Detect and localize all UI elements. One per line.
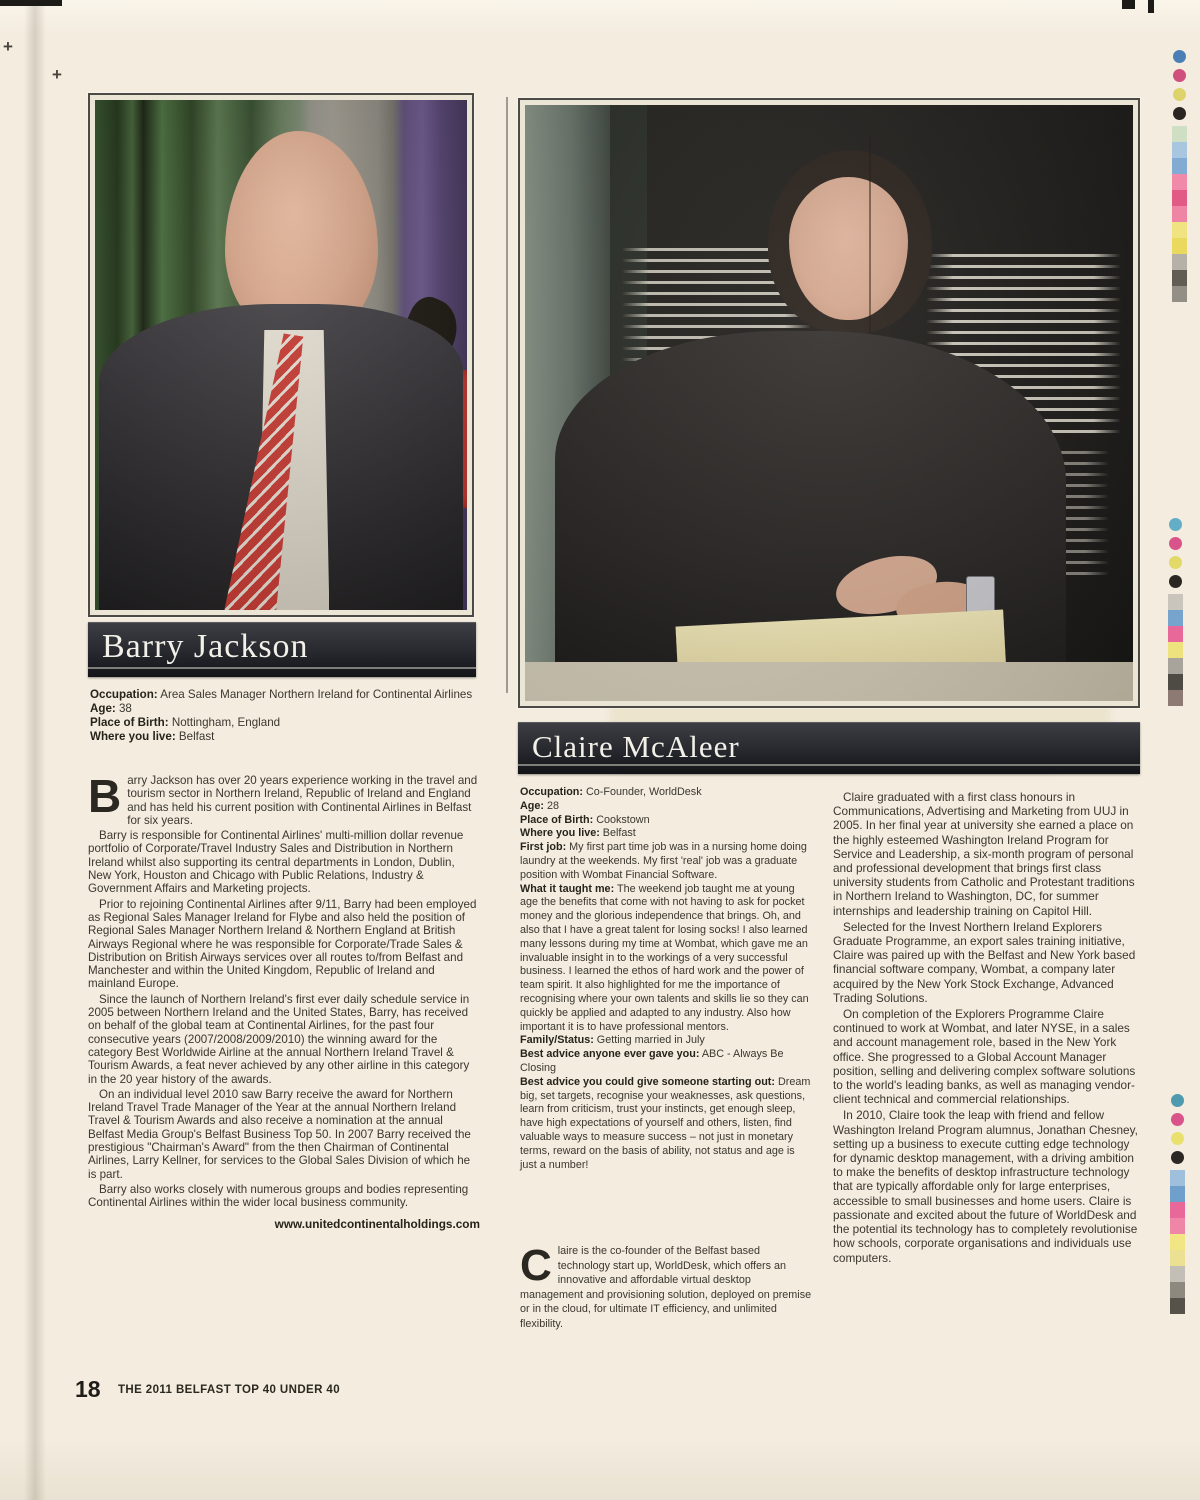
color-calibration-strip bbox=[1167, 512, 1183, 706]
qa-item: First job: My first part time job was in a nursing home doing laundry at the weekends. My first 'real' job was a graduate position with Wombat Financial Software. bbox=[520, 841, 807, 881]
qa-item: Place of Birth: Cookstown bbox=[520, 813, 650, 826]
barry-photo bbox=[88, 93, 474, 617]
calibration-swatch bbox=[1168, 626, 1183, 642]
calibration-swatch bbox=[1170, 1250, 1185, 1266]
fact-birthplace: Place of Birth: Nottingham, England bbox=[90, 715, 281, 729]
calibration-swatch bbox=[1172, 190, 1187, 206]
calibration-swatch bbox=[1172, 254, 1187, 270]
bio-paragraph: Barry Jackson has over 20 years experience working in the travel and tourism sector in Northern Ireland, Republic of Ireland and England and has held his current position with Continental Airlines in Belfast for six years. bbox=[88, 770, 478, 827]
color-calibration-strip bbox=[1171, 44, 1187, 302]
calibration-swatch bbox=[1169, 518, 1182, 531]
barry-biography bbox=[88, 772, 480, 1231]
qa-item: Age: 28 bbox=[520, 799, 560, 812]
calibration-swatch bbox=[1172, 238, 1187, 254]
calibration-swatch bbox=[1168, 658, 1183, 674]
page-number: 18 bbox=[75, 1376, 101, 1402]
qa-item: Occupation: Co-Founder, WorldDesk bbox=[520, 786, 702, 798]
crop-mark bbox=[0, 0, 62, 6]
claire-name: Claire McAleer bbox=[532, 729, 740, 764]
claire-photo bbox=[518, 98, 1140, 708]
website-link: www.unitedcontinentalholdings.com bbox=[274, 1216, 480, 1231]
drop-cap: B bbox=[88, 770, 122, 822]
crop-mark bbox=[1122, 0, 1135, 9]
claire-name-banner bbox=[518, 722, 1140, 774]
bio-paragraph: Barry also works closely with numerous groups and bodies representing Continental Airlines within the wider local business community. bbox=[88, 1182, 469, 1210]
claire-intro-paragraph bbox=[520, 1241, 814, 1332]
calibration-swatch bbox=[1170, 1170, 1185, 1186]
calibration-swatch bbox=[1171, 1113, 1184, 1126]
calibration-swatch bbox=[1171, 1132, 1184, 1145]
photo-haze bbox=[525, 105, 1133, 701]
claire-photo-image bbox=[525, 105, 1133, 701]
qa-item: Family/Status: Getting married in July bbox=[520, 1034, 705, 1047]
qa-item: Best advice anyone ever gave you: ABC - Always Be Closing bbox=[520, 1048, 784, 1074]
calibration-swatch bbox=[1168, 690, 1183, 706]
calibration-swatch bbox=[1173, 69, 1186, 82]
qa-item: What it taught me: The weekend job taught me at young age the benefits that come with not having to ask for pocket money and the glorious independence that brings. Oh, and also that I have a great talent for losing socks! I also learned many lessons during my time at Wombat, which gave me an invaluable insight in to the workings of a very successful business. I learned the ethos of hard work and the power of team spirit. It also highlighted for me the importance of recognising where your own talents and skills lie so they can quickly be applied and adapted to any industry. Also how important it is to have professional mentors. bbox=[520, 882, 809, 1033]
calibration-swatch bbox=[1170, 1202, 1185, 1218]
bio-paragraph: Selected for the Invest Northern Ireland Explorers Graduate Programme, an export sales training initiative, Claire was paired up with the Belfast and New York based financial software company, Wombat, a company later acquired by the New York Stock Exchange, Advanced Trading Solutions. bbox=[833, 919, 1136, 1005]
calibration-swatch bbox=[1172, 222, 1187, 238]
bio-paragraph: Claire graduated with a first class honours in Communications, Advertising and Marketing from UUJ in 2005. In her final year at university she earned a place on the highly esteemed Washington Ireland Program for Service and Leadership, a six-month program of personal and professional development that brings first class university students from Catholic and Protestant traditions in Northern Ireland to Washington, DC, for summer internships and leadership training on Capitol Hill. bbox=[833, 790, 1135, 918]
calibration-swatch bbox=[1172, 206, 1187, 222]
drop-cap: C bbox=[520, 1241, 552, 1290]
fact-occupation: Occupation: Area Sales Manager Northern Ireland for Continental Airlines bbox=[90, 688, 473, 701]
calibration-swatch bbox=[1170, 1186, 1185, 1202]
calibration-swatch bbox=[1170, 1298, 1185, 1314]
calibration-swatch bbox=[1168, 610, 1183, 626]
scan-shadow-band bbox=[24, 0, 46, 1500]
claire-qa-column bbox=[520, 786, 812, 1172]
barry-photo-image bbox=[95, 100, 467, 610]
paper-texture-bottom bbox=[0, 1440, 1200, 1500]
calibration-swatch bbox=[1172, 174, 1187, 190]
bio-paragraph: On an individual level 2010 saw Barry receive the award for Northern Ireland Travel Trade Manager of the Year at the annual Northern Ireland Travel & Tourism Awards and also receive a nomination at the annual Belfast Media Group's Belfast Business Top 50. In 2007 Barry received the prestigious "Chairman's Award" from the then Chairman of Continental Airlines, Larry Kellner, for services to the Global Sales Division of which he is part. bbox=[88, 1087, 471, 1181]
qa-item: Best advice you could give someone starting out: Dream big, set targets, recognise your weaknesses, ask questions, learn from criticism, trust your instincts, get enough sleep, have high expectations of yourself and others, listen, find valuable ways to measure success – not just in monetary terms, reward on the basis of ability, not status and age is just a number! bbox=[520, 1075, 811, 1171]
crop-mark bbox=[1148, 0, 1154, 13]
paper-texture-top bbox=[0, 0, 1200, 34]
bio-paragraph: On completion of the Explorers Programme Claire continued to work at Wombat, and later NYSE, in a sales and account management role, based in the New York office. She progressed to a Global Account Manager position, selling and delivering complex software solutions to the world's leading banks, as well as managing vendor-client technical and commercial relationships. bbox=[833, 1007, 1136, 1107]
calibration-swatch bbox=[1171, 1151, 1184, 1164]
calibration-swatch bbox=[1172, 270, 1187, 286]
bio-paragraph: Since the launch of Northern Ireland's first ever daily schedule service in 2005 between Northern Ireland and the United States, Barry, has received on behalf of the global team at Continental Airlines, for the past four consecutive years (2007/2008/2009/2010) the winning award for the category Best Worldwide Airline at the annual Northern Ireland Travel & Tourism Awards, a feat never achieved by any other airline in this category in the 20 year history of the awards. bbox=[88, 992, 470, 1086]
calibration-swatch bbox=[1169, 575, 1182, 588]
color-calibration-strip bbox=[1169, 1088, 1185, 1314]
fact-age: Age: 38 bbox=[90, 701, 132, 715]
bio-paragraph: Claire is the co-founder of the Belfast based technology start up, WorldDesk, which offers an innovative and affordable virtual desktop management and provisioning solution, deployed on premise or in the cloud, for ultimate IT efficiency, and unlimited flexibility. bbox=[520, 1241, 812, 1330]
calibration-swatch bbox=[1172, 126, 1187, 142]
calibration-swatch bbox=[1173, 107, 1186, 120]
bio-paragraph: Barry is responsible for Continental Airlines' multi-million dollar revenue portfolio of Corporate/Travel Industry Sales and Distribution in Northern Ireland whilst also supporting its central departments in London, Dublin, New York, Houston and Chicago with Public Relations, Industry & Government Affairs and Marketing projects. bbox=[88, 829, 464, 896]
calibration-swatch bbox=[1172, 286, 1187, 302]
calibration-swatch bbox=[1168, 642, 1183, 658]
calibration-swatch bbox=[1170, 1218, 1185, 1234]
registration-mark: + bbox=[52, 65, 62, 84]
calibration-swatch bbox=[1172, 158, 1187, 174]
calibration-swatch bbox=[1170, 1282, 1185, 1298]
calibration-swatch bbox=[1170, 1234, 1185, 1250]
claire-bio-column bbox=[833, 788, 1140, 1265]
banner-rule bbox=[518, 764, 1140, 766]
barry-name-banner bbox=[88, 622, 476, 677]
bio-paragraph: In 2010, Claire took the leap with friend and fellow Washington Ireland Program alumnus, Jonathan Chesney, setting up a business to execute cutting edge technology for dynamic desktop management, with a driving ambition to make the benefits of desktop infrastructure technology that are typically affordable only for large enterprises, accessible to small businesses and home users. Claire is passionate and excited about the future of WorldDesk and the potential its technology has to completely revolutionise how schools, corporate organisations and individuals use computers. bbox=[833, 1108, 1138, 1265]
calibration-swatch bbox=[1170, 1266, 1185, 1282]
photo-haze bbox=[95, 100, 467, 610]
calibration-swatch bbox=[1172, 142, 1187, 158]
bio-paragraph: Prior to rejoining Continental Airlines after 9/11, Barry had been employed as Regional Sales Manager Ireland for Flybe and also held the position of Regional Sales Manager Northern Ireland & Northern England at British Airways Regional where he was responsible for Corporate/Trade Sales & Distribution on British Airways services over all routes to/from Belfast and Manchester and within the United Kingdom, Republic of Ireland and mainland Europe. bbox=[88, 897, 477, 991]
calibration-swatch bbox=[1169, 556, 1182, 569]
registration-mark: + bbox=[3, 37, 13, 56]
calibration-swatch bbox=[1173, 88, 1186, 101]
calibration-swatch bbox=[1169, 537, 1182, 550]
calibration-swatch bbox=[1168, 674, 1183, 690]
footer-title: THE 2011 BELFAST TOP 40 UNDER 40 bbox=[118, 1384, 341, 1396]
qa-item: Where you live: Belfast bbox=[520, 827, 636, 840]
calibration-swatch bbox=[1171, 1094, 1184, 1107]
calibration-swatch bbox=[1168, 594, 1183, 610]
barry-name: Barry Jackson bbox=[102, 628, 309, 665]
fact-residence: Where you live: Belfast bbox=[90, 729, 215, 743]
barry-facts bbox=[90, 688, 480, 744]
calibration-swatch bbox=[1173, 50, 1186, 63]
column-rule bbox=[506, 97, 508, 693]
banner-rule bbox=[88, 667, 476, 669]
